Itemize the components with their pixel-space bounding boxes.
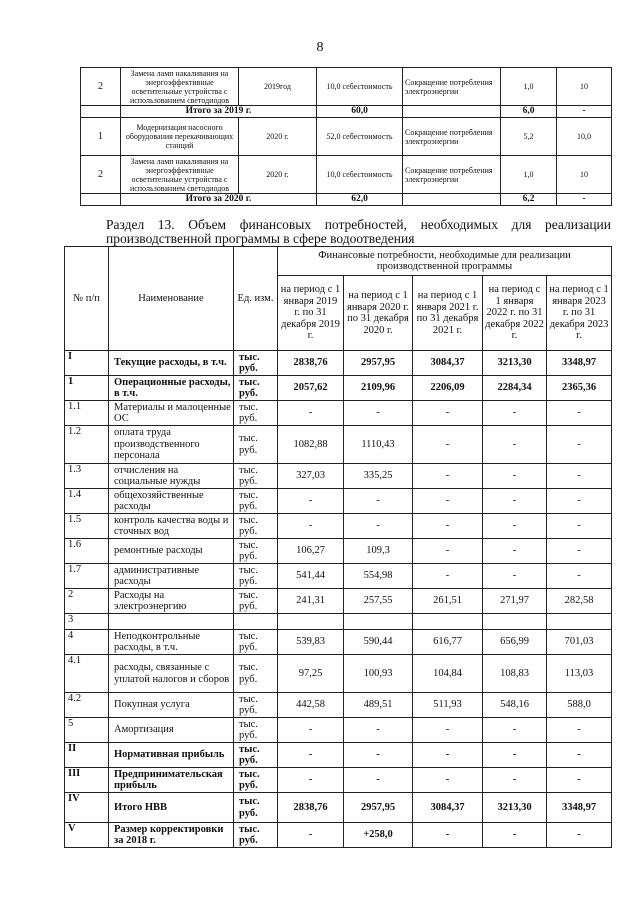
row-value: - xyxy=(344,718,413,743)
row-value: 97,25 xyxy=(278,655,344,693)
row-number: 1.7 xyxy=(65,564,109,589)
row-name: Размер корректировки за 2018 г. xyxy=(109,823,234,848)
measure-name: Модернизация насосного оборудования перекачивающих станций xyxy=(121,118,239,156)
measure-name: Замена ламп накаливания на энергоэффективные осветительные устройства с использованием светодиодов xyxy=(121,68,239,106)
row-value: 1082,88 xyxy=(278,426,344,464)
table-row xyxy=(65,376,612,401)
measure-effect: Сокращение потребления электроэнергии xyxy=(403,118,501,156)
measure-year: 2019год xyxy=(239,68,317,106)
measure-row xyxy=(81,118,612,156)
measure-cost: 52,0 себестоимость xyxy=(317,118,403,156)
total-value-1: 6,0 xyxy=(501,106,557,118)
measure-number: 1 xyxy=(81,118,121,156)
row-value: 539,83 xyxy=(278,630,344,655)
row-number: 4.1 xyxy=(65,655,109,693)
table-row xyxy=(65,589,612,614)
section-title-line2: производственной программы в сфере водоотведения xyxy=(106,231,415,246)
row-value: 113,03 xyxy=(547,655,612,693)
row-number: V xyxy=(65,823,109,848)
measure-value-1: 5,2 xyxy=(501,118,557,156)
row-value xyxy=(344,614,413,630)
row-unit: тыс. руб. xyxy=(234,464,278,489)
row-name: расходы, связанные с уплатой налогов и сборов xyxy=(109,655,234,693)
row-value: - xyxy=(413,514,483,539)
row-value: 616,77 xyxy=(413,630,483,655)
row-name: контроль качества воды и сточных вод xyxy=(109,514,234,539)
measure-effect: Сокращение потребления электроэнергии xyxy=(403,68,501,106)
row-value: - xyxy=(483,823,547,848)
row-number: IV xyxy=(65,793,109,823)
header-period: на период с 1 января 2021 г. по 31 декабря 2021 г. xyxy=(413,276,483,351)
row-value: - xyxy=(413,768,483,793)
row-value: - xyxy=(278,743,344,768)
total-cost: 60,0 xyxy=(317,106,403,118)
row-value: - xyxy=(547,743,612,768)
section-title-line1: Раздел 13. Объем финансовых потребностей, необходимых для реализации xyxy=(106,217,611,232)
row-unit: тыс. руб. xyxy=(234,489,278,514)
row-value: - xyxy=(413,539,483,564)
row-value: - xyxy=(344,768,413,793)
row-value: - xyxy=(547,718,612,743)
row-name xyxy=(109,614,234,630)
table-row xyxy=(65,655,612,693)
row-number: I xyxy=(65,351,109,376)
table-row xyxy=(65,793,612,823)
row-value: 106,27 xyxy=(278,539,344,564)
row-number: 1.3 xyxy=(65,464,109,489)
row-value: 2838,76 xyxy=(278,351,344,376)
row-value: - xyxy=(483,768,547,793)
table-row xyxy=(65,693,612,718)
measure-number: 2 xyxy=(81,68,121,106)
row-value: - xyxy=(483,564,547,589)
measure-effect: Сокращение потребления электроэнергии xyxy=(403,156,501,194)
total-value-2: - xyxy=(557,194,612,206)
measures-table xyxy=(80,67,612,206)
row-value: 3348,97 xyxy=(547,351,612,376)
row-value: - xyxy=(483,426,547,464)
row-value: - xyxy=(483,718,547,743)
row-value: 241,31 xyxy=(278,589,344,614)
row-name: Операционные расходы, в т.ч. xyxy=(109,376,234,401)
total-value-1: 6,2 xyxy=(501,194,557,206)
row-value: 3084,37 xyxy=(413,351,483,376)
header-period: на период с 1 января 2019 г. по 31 декабря 2019 г. xyxy=(278,276,344,351)
row-value xyxy=(483,614,547,630)
row-value: +258,0 xyxy=(344,823,413,848)
header-period: на период с 1 января 2023 г. по 31 декабря 2023 г. xyxy=(547,276,612,351)
row-value: 3348,97 xyxy=(547,793,612,823)
row-value: 109,3 xyxy=(344,539,413,564)
row-unit: тыс. руб. xyxy=(234,718,278,743)
table-row xyxy=(65,768,612,793)
row-value: - xyxy=(344,401,413,426)
empty-cell xyxy=(403,106,501,118)
measure-cost: 10,0 себестоимость xyxy=(317,156,403,194)
row-name: оплата труда производственного персонала xyxy=(109,426,234,464)
row-unit: тыс. руб. xyxy=(234,823,278,848)
measure-name: Замена ламп накаливания на энергоэффективные осветительные устройства с использованием светодиодов xyxy=(121,156,239,194)
total-value-2: - xyxy=(557,106,612,118)
row-name: Предпринимательская прибыль xyxy=(109,768,234,793)
table-row xyxy=(65,464,612,489)
measure-row xyxy=(81,156,612,194)
measure-value-2: 10 xyxy=(557,156,612,194)
row-name: отчисления на социальные нужды xyxy=(109,464,234,489)
row-unit: тыс. руб. xyxy=(234,514,278,539)
row-value: - xyxy=(413,743,483,768)
row-number: 4 xyxy=(65,630,109,655)
row-value: 554,98 xyxy=(344,564,413,589)
header-period: на период с 1 января 2022 г. по 31 декабря 2022 г. xyxy=(483,276,547,351)
row-unit: тыс. руб. xyxy=(234,630,278,655)
row-value: - xyxy=(344,743,413,768)
row-value: - xyxy=(483,489,547,514)
row-value xyxy=(413,614,483,630)
row-value: 2838,76 xyxy=(278,793,344,823)
row-value: - xyxy=(278,823,344,848)
row-number: 1.5 xyxy=(65,514,109,539)
total-label: Итого за 2020 г. xyxy=(121,194,317,206)
row-value: 548,16 xyxy=(483,693,547,718)
row-value: 1110,43 xyxy=(344,426,413,464)
table-row xyxy=(65,564,612,589)
row-unit: тыс. руб. xyxy=(234,401,278,426)
row-value: - xyxy=(278,514,344,539)
row-value: - xyxy=(344,489,413,514)
row-value: - xyxy=(547,564,612,589)
row-value: - xyxy=(483,743,547,768)
measure-cost: 10,0 себестоимость xyxy=(317,68,403,106)
measure-year: 2020 г. xyxy=(239,118,317,156)
row-value: - xyxy=(344,514,413,539)
row-value: 2365,36 xyxy=(547,376,612,401)
row-name: Материалы и малоценные ОС xyxy=(109,401,234,426)
row-value: 511,93 xyxy=(413,693,483,718)
row-name: Расходы на электроэнергию xyxy=(109,589,234,614)
row-number: 1.2 xyxy=(65,426,109,464)
row-value: 261,51 xyxy=(413,589,483,614)
row-value: 2957,95 xyxy=(344,793,413,823)
row-value: 3213,30 xyxy=(483,793,547,823)
row-value: - xyxy=(547,426,612,464)
row-value: - xyxy=(413,489,483,514)
page-number: 8 xyxy=(316,40,324,55)
row-value: - xyxy=(413,564,483,589)
table-row xyxy=(65,743,612,768)
table-row xyxy=(65,823,612,848)
row-unit: тыс. руб. xyxy=(234,655,278,693)
table-row xyxy=(65,489,612,514)
row-name: ремонтные расходы xyxy=(109,539,234,564)
row-name: Неподконтрольные расходы, в т.ч. xyxy=(109,630,234,655)
row-value: - xyxy=(278,489,344,514)
empty-cell xyxy=(81,106,121,118)
table-row xyxy=(65,718,612,743)
row-value: 100,93 xyxy=(344,655,413,693)
header-name: Наименование xyxy=(109,247,234,351)
row-value: - xyxy=(278,718,344,743)
row-name: Покупная услуга xyxy=(109,693,234,718)
row-unit: тыс. руб. xyxy=(234,376,278,401)
row-value: 2206,09 xyxy=(413,376,483,401)
measure-value-2: 10,0 xyxy=(557,118,612,156)
table-row xyxy=(65,514,612,539)
row-value: 327,03 xyxy=(278,464,344,489)
row-value: 656,99 xyxy=(483,630,547,655)
row-unit xyxy=(234,614,278,630)
row-number: 2 xyxy=(65,589,109,614)
row-number: II xyxy=(65,743,109,768)
measure-value-1: 1,0 xyxy=(501,68,557,106)
row-value: - xyxy=(278,768,344,793)
row-unit: тыс. руб. xyxy=(234,693,278,718)
row-value: 442,58 xyxy=(278,693,344,718)
row-value: - xyxy=(483,401,547,426)
row-value: 3213,30 xyxy=(483,351,547,376)
row-value: 271,97 xyxy=(483,589,547,614)
row-number: 1.6 xyxy=(65,539,109,564)
row-name: Амортизация xyxy=(109,718,234,743)
row-unit: тыс. руб. xyxy=(234,539,278,564)
row-value: 590,44 xyxy=(344,630,413,655)
row-number: III xyxy=(65,768,109,793)
row-value: 588,0 xyxy=(547,693,612,718)
total-row xyxy=(81,106,612,118)
row-value: - xyxy=(413,426,483,464)
row-value: 104,84 xyxy=(413,655,483,693)
header-no: № п/п xyxy=(65,247,109,351)
row-value: - xyxy=(413,464,483,489)
table-row xyxy=(65,539,612,564)
row-value: 2957,95 xyxy=(344,351,413,376)
measure-value-2: 10 xyxy=(557,68,612,106)
row-value xyxy=(547,614,612,630)
row-value: 108,83 xyxy=(483,655,547,693)
row-name: административные расходы xyxy=(109,564,234,589)
measure-row xyxy=(81,68,612,106)
measure-year: 2020 г. xyxy=(239,156,317,194)
row-value: 335,25 xyxy=(344,464,413,489)
table-row xyxy=(65,614,612,630)
row-value: - xyxy=(547,823,612,848)
row-value: 489,51 xyxy=(344,693,413,718)
row-number: 1.1 xyxy=(65,401,109,426)
row-name: общехозяйственные расходы xyxy=(109,489,234,514)
row-value xyxy=(278,614,344,630)
row-number: 4.2 xyxy=(65,693,109,718)
row-value: - xyxy=(483,514,547,539)
row-unit: тыс. руб. xyxy=(234,426,278,464)
row-unit: тыс. руб. xyxy=(234,351,278,376)
row-value: - xyxy=(483,539,547,564)
empty-cell xyxy=(403,194,501,206)
row-number: 5 xyxy=(65,718,109,743)
row-value: 282,58 xyxy=(547,589,612,614)
row-number: 1 xyxy=(65,376,109,401)
row-value: 2109,96 xyxy=(344,376,413,401)
table-row xyxy=(65,351,612,376)
row-unit: тыс. руб. xyxy=(234,793,278,823)
row-value: - xyxy=(547,489,612,514)
table-row xyxy=(65,401,612,426)
row-value: 257,55 xyxy=(344,589,413,614)
row-unit: тыс. руб. xyxy=(234,564,278,589)
row-value: 701,03 xyxy=(547,630,612,655)
row-unit: тыс. руб. xyxy=(234,589,278,614)
row-number: 3 xyxy=(65,614,109,630)
row-value: - xyxy=(547,514,612,539)
header-group: Финансовые потребности, необходимые для реализации производственной программы xyxy=(278,247,612,276)
row-value: 2057,62 xyxy=(278,376,344,401)
row-value: - xyxy=(483,464,547,489)
financial-needs-table xyxy=(64,246,612,848)
row-number: 1.4 xyxy=(65,489,109,514)
row-value: - xyxy=(413,718,483,743)
row-value: 3084,37 xyxy=(413,793,483,823)
row-value: - xyxy=(413,401,483,426)
row-value: 2284,34 xyxy=(483,376,547,401)
total-cost: 62,0 xyxy=(317,194,403,206)
row-value: - xyxy=(547,401,612,426)
header-unit: Ед. изм. xyxy=(234,247,278,351)
row-unit: тыс. руб. xyxy=(234,768,278,793)
empty-cell xyxy=(81,194,121,206)
row-value: - xyxy=(547,768,612,793)
total-row xyxy=(81,194,612,206)
row-value: 541,44 xyxy=(278,564,344,589)
row-name: Нормативная прибыль xyxy=(109,743,234,768)
row-value: - xyxy=(547,539,612,564)
row-value: - xyxy=(413,823,483,848)
row-value: - xyxy=(547,464,612,489)
total-label: Итого за 2019 г. xyxy=(121,106,317,118)
header-period: на период с 1 января 2020 г. по 31 декабря 2020 г. xyxy=(344,276,413,351)
row-name: Текущие расходы, в т.ч. xyxy=(109,351,234,376)
measure-value-1: 1,0 xyxy=(501,156,557,194)
row-name: Итого НВВ xyxy=(109,793,234,823)
measure-number: 2 xyxy=(81,156,121,194)
table-row xyxy=(65,426,612,464)
row-unit: тыс. руб. xyxy=(234,743,278,768)
row-value: - xyxy=(278,401,344,426)
table-row xyxy=(65,630,612,655)
